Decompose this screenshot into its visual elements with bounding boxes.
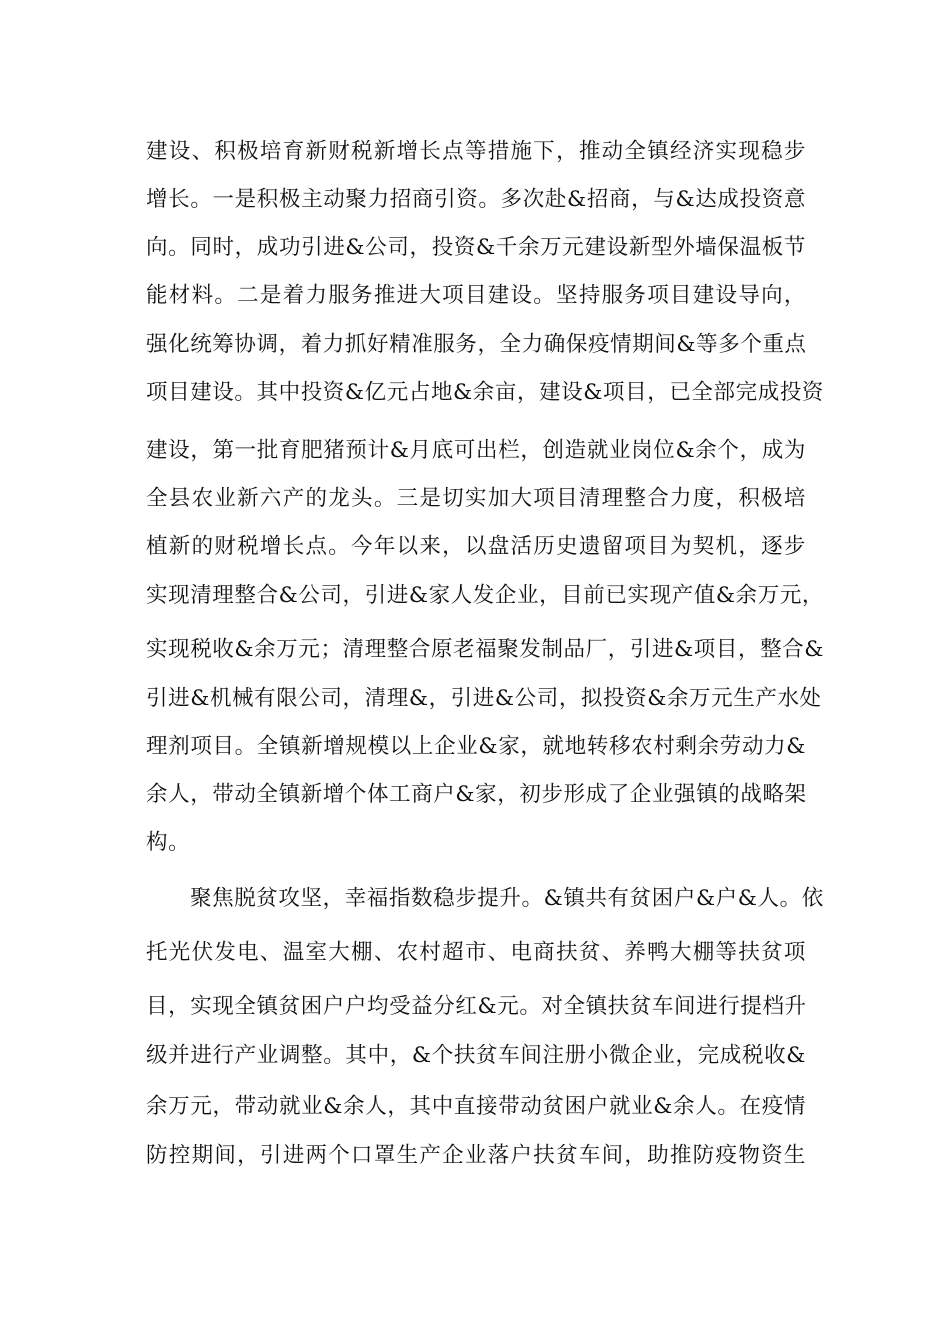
text-line: 建设，第一批育肥猪预计&月底可出栏，创造就业岗位&余个，成为 [146, 438, 806, 463]
text-line: 防控期间，引进两个口罩生产企业落户扶贫车间，助推防疫物资生 [146, 1143, 806, 1168]
text-line: 托光伏发电、温室大棚、农村超市、电商扶贫、养鸭大棚等扶贫项 [146, 940, 806, 965]
text-line: 向。同时，成功引进&公司，投资&千余万元建设新型外墙保温板节 [146, 235, 806, 260]
text-line: 植新的财税增长点。今年以来，以盘活历史遗留项目为契机，逐步 [146, 534, 806, 559]
text-line: 余万元，带动就业&余人，其中直接带动贫困户就业&余人。在疫情 [146, 1094, 806, 1119]
text-line: 实现清理整合&公司，引进&家人发企业，目前已实现产值&余万元， [146, 583, 825, 608]
text-line: 余人，带动全镇新增个体工商户&家，初步形成了企业强镇的战略架 [146, 782, 807, 807]
text-line: 全县农业新六产的龙头。三是切实加大项目清理整合力度，积极培 [146, 486, 806, 511]
text-line: 级并进行产业调整。其中，&个扶贫车间注册小微企业，完成税收& [146, 1043, 806, 1068]
text-line: 项目建设。其中投资&亿元占地&余亩，建设&项目，已全部完成投资 [146, 380, 825, 405]
text-line: 理剂项目。全镇新增规模以上企业&家，就地转移农村剩余劳动力& [146, 734, 806, 759]
text-line-last: 构。 [146, 830, 191, 855]
text-line: 目，实现全镇贫困户户均受益分红&元。对全镇扶贫车间进行提档升 [146, 994, 807, 1019]
text-line: 能材料。二是着力服务推进大项目建设。坚持服务项目建设导向， [146, 283, 806, 308]
text-line: 增长。一是积极主动聚力招商引资。多次赴&招商，与&达成投资意 [146, 187, 806, 212]
text-line: 强化统筹协调，着力抓好精准服务，全力确保疫情期间&等多个重点 [146, 332, 807, 357]
text-line: 实现税收&余万元；清理整合原老福聚发制品厂，引进&项目，整合& [146, 637, 825, 662]
text-line-first: 聚焦脱贫攻坚，幸福指数稳步提升。&镇共有贫困户&户&人。依 [190, 886, 824, 911]
text-line: 引进&机械有限公司，清理&，引进&公司，拟投资&余万元生产水处 [146, 686, 822, 711]
text-line: 建设、积极培育新财税新增长点等措施下，推动全镇经济实现稳步 [146, 139, 806, 164]
